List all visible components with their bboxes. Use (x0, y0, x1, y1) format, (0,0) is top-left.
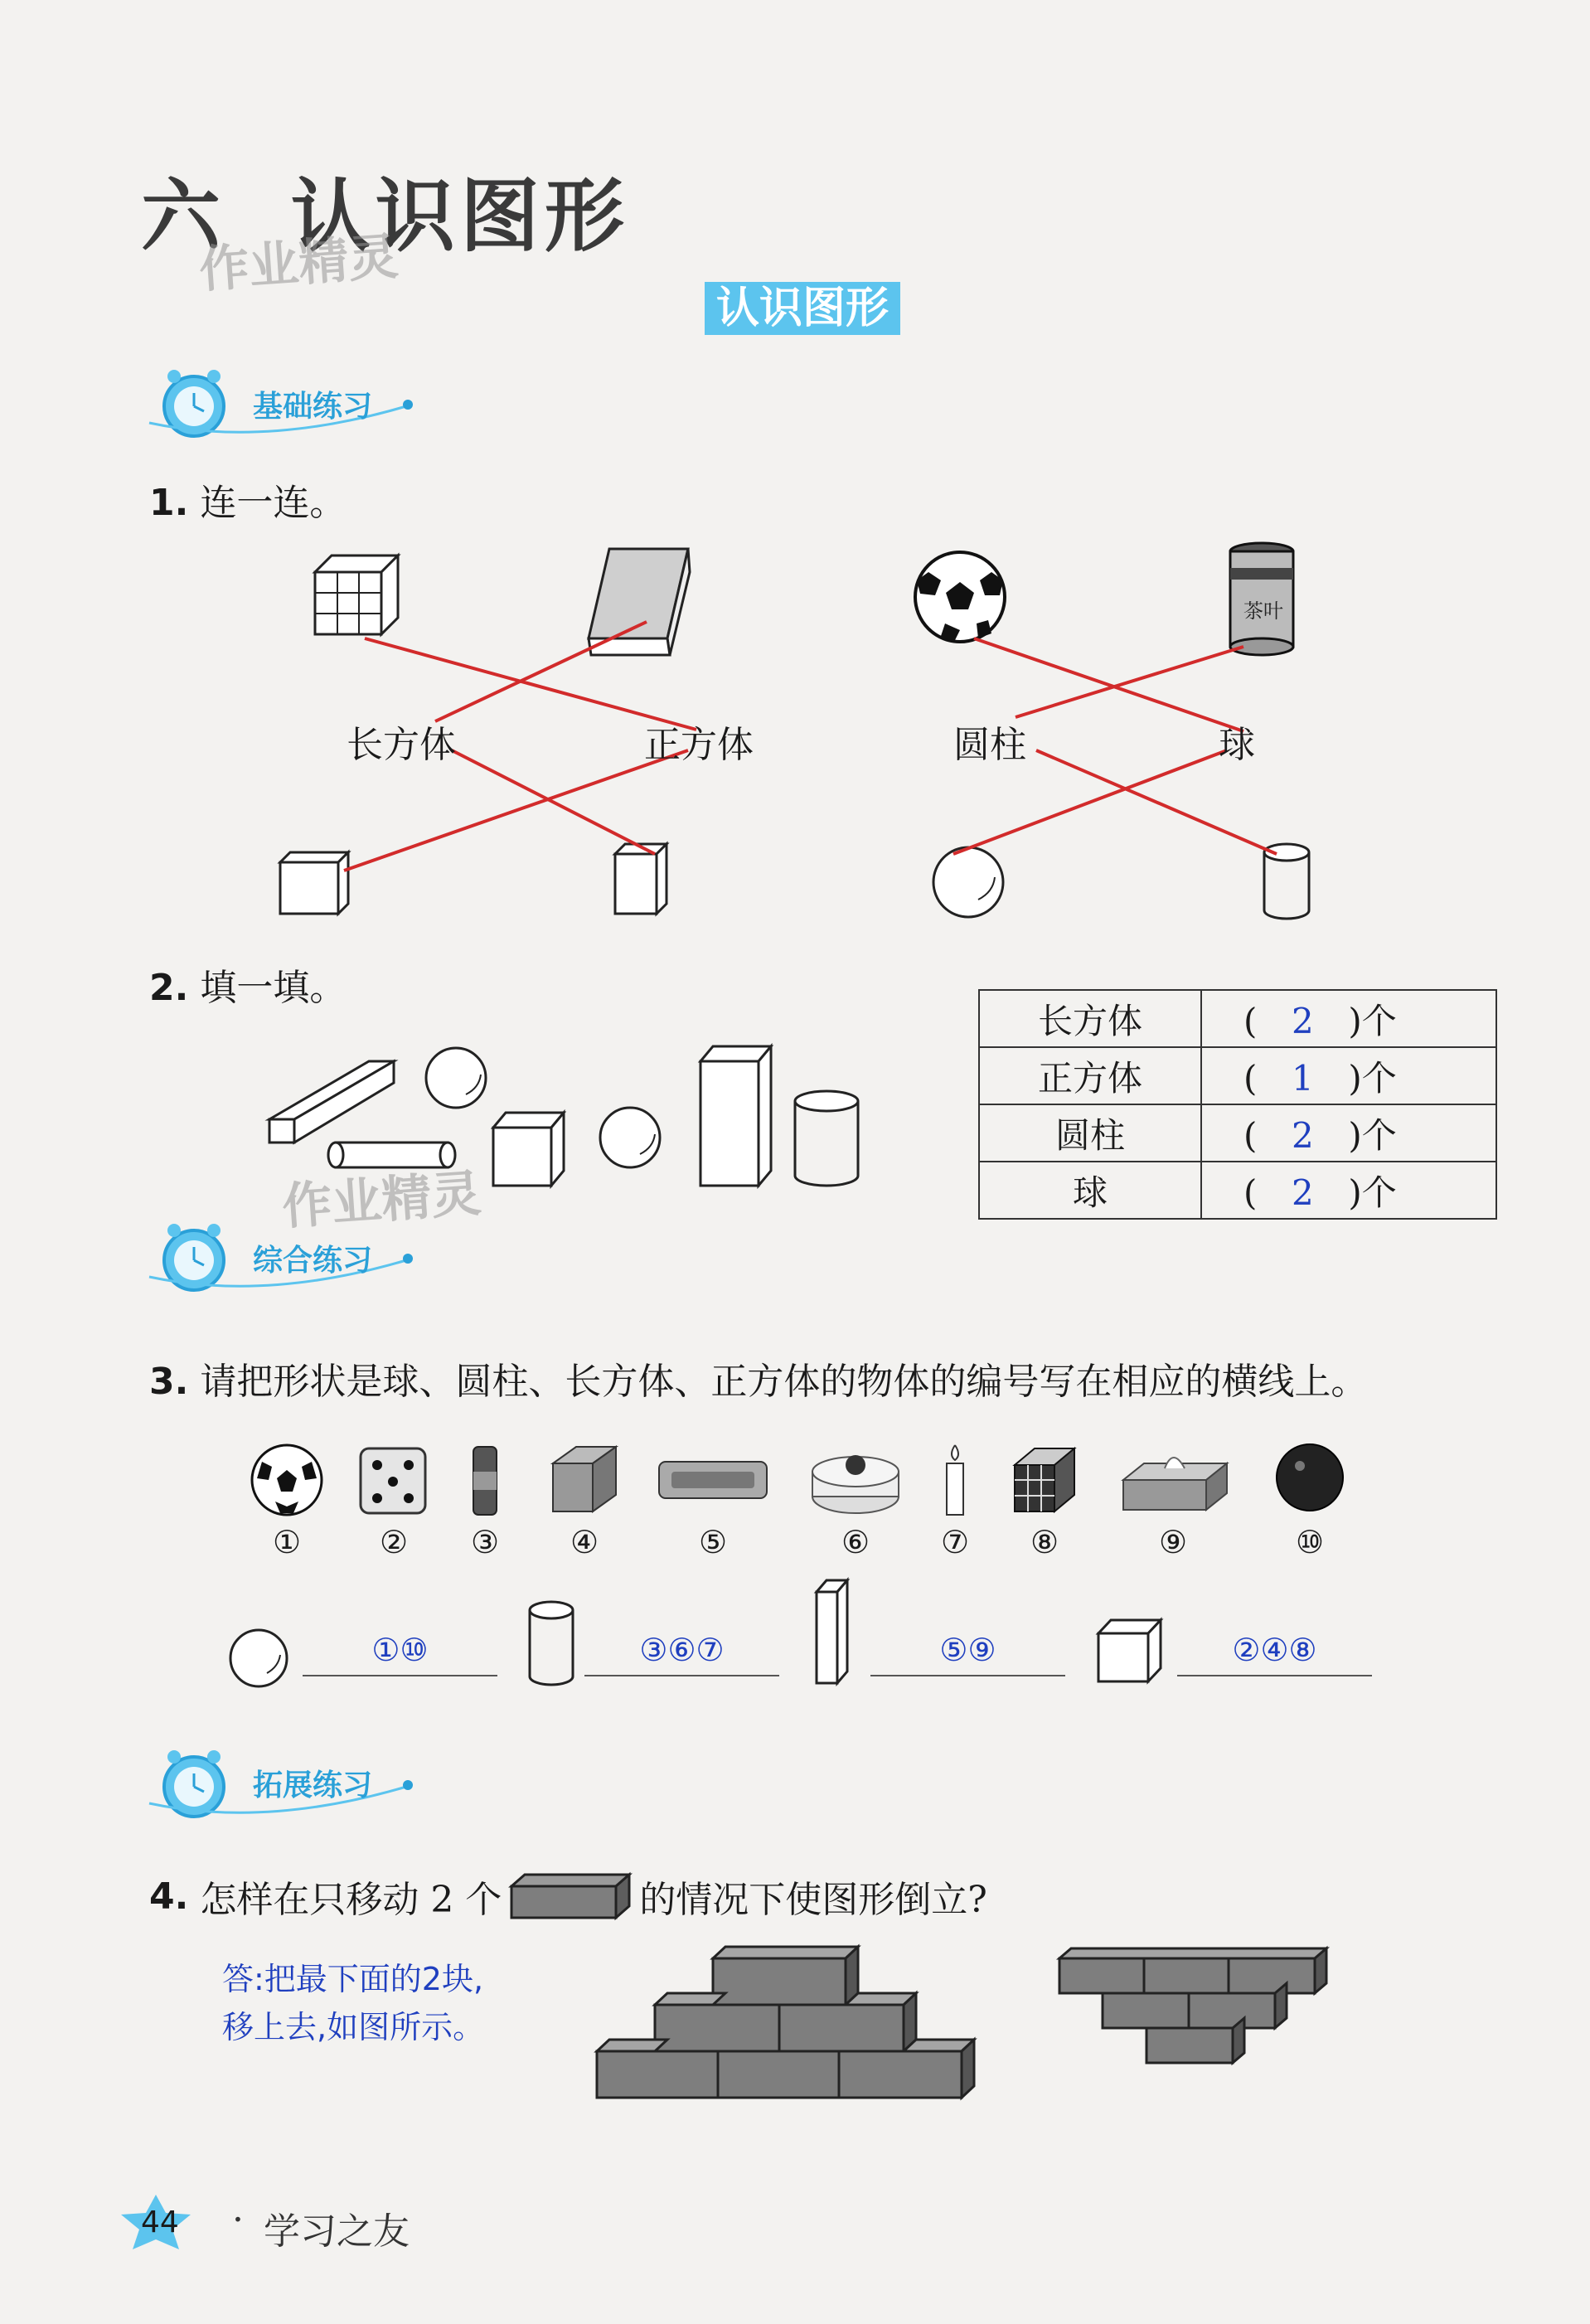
q4-answer-line1: 答:把最下面的2块, (222, 1961, 484, 1997)
cylinder-icon (530, 1602, 573, 1685)
item-number-5: ⑤ (698, 1524, 728, 1560)
item-number-6: ⑥ (841, 1524, 870, 1560)
rubik-cube-icon (315, 556, 398, 634)
brick-inverted-figure (1059, 1948, 1326, 2063)
book-name: 学习之友 (264, 2210, 410, 2253)
soccer-ball-icon (915, 552, 1005, 642)
count-answer: 1 (1292, 1057, 1314, 1099)
item-number-4: ④ (570, 1524, 599, 1560)
shape-name: 正方体 (979, 1047, 1201, 1104)
label-cylinder: 圆柱 (953, 724, 1026, 766)
label-sphere: 球 (1219, 724, 1255, 766)
q4-prompt (149, 1870, 987, 1923)
q2-cylinder-icon (795, 1091, 858, 1186)
q2-number: 2. (149, 967, 189, 1009)
answer-line-sphere[interactable]: ①⑩ (303, 1632, 497, 1676)
cube-icon (280, 852, 348, 914)
q2-cube-icon (493, 1113, 564, 1186)
pencil-case-icon (659, 1462, 767, 1498)
item-number-3: ③ (470, 1524, 500, 1560)
q4-number: 4. (149, 1875, 189, 1918)
count-cell: ( 1 )个 (1201, 1047, 1496, 1104)
tea-tin-icon (1230, 543, 1293, 655)
q1-figure (0, 0, 1590, 953)
shape-name: 球 (979, 1162, 1201, 1219)
box-icon (553, 1447, 616, 1511)
table-row (979, 1047, 1496, 1104)
count-cell: ( 2 )个 (1201, 1104, 1496, 1162)
ball-icon-2 (600, 1108, 660, 1167)
soccer-ball-icon (252, 1445, 322, 1515)
table-row (979, 990, 1496, 1047)
q3-prompt (149, 1351, 1367, 1405)
section-label-extension: 拓展练习 (253, 1768, 373, 1802)
cuboid-icon (615, 844, 667, 914)
watermark: 作业精灵 (197, 227, 400, 300)
table-row (979, 1162, 1496, 1219)
line-tin-to-cylinder (1016, 647, 1243, 717)
cuboid-icon (817, 1580, 847, 1683)
tissue-box-icon (1123, 1458, 1227, 1510)
page-number: 44 (141, 2205, 179, 2239)
q3-text: 请把形状是球、圆柱、长方体、正方体的物体的编号写在相应的横线上。 (200, 1361, 1368, 1403)
shape-name: 长方体 (979, 990, 1201, 1047)
lesson-title: 认识图形 (705, 282, 900, 335)
shape-name: 圆柱 (979, 1104, 1201, 1162)
chapter-title: 认识图形 (290, 170, 629, 263)
answer-line-cuboid[interactable]: ⑤⑨ (870, 1632, 1065, 1676)
footer-dot: · (232, 2199, 244, 2241)
q1-number: 1. (149, 482, 189, 524)
answer-line-cylinder[interactable]: ③⑥⑦ (584, 1632, 779, 1676)
q4-text-after: 的情况下使图形倒立? (639, 1879, 987, 1921)
count-answer: 2 (1292, 1114, 1314, 1156)
answer-line-cube[interactable]: ②④⑧ (1177, 1632, 1372, 1676)
count-cell: ( 2 )个 (1201, 990, 1496, 1047)
q4-answer (222, 1955, 484, 2051)
line-cuboid-shape (452, 750, 655, 854)
count-answer: 2 (1292, 1000, 1314, 1041)
item-number-9: ⑨ (1158, 1524, 1188, 1560)
q1-answer-lines (344, 622, 1277, 871)
q4-text-before: 怎样在只移动 2 个 (200, 1879, 502, 1921)
q1-text: 连一连。 (200, 482, 347, 524)
item-number-7: ⑦ (940, 1524, 970, 1560)
candle-icon (947, 1445, 963, 1515)
can-icon (473, 1447, 497, 1515)
ball-icon (426, 1048, 486, 1108)
item-number-2: ② (379, 1524, 409, 1560)
label-cuboid: 长方体 (347, 724, 456, 766)
watermark-2: 作业精灵 (280, 1164, 483, 1237)
q2-prompt (149, 958, 346, 1011)
item-number-1: ① (272, 1524, 302, 1560)
section-label-basic: 基础练习 (253, 390, 373, 424)
book-icon (589, 549, 690, 655)
table-row (979, 1104, 1496, 1162)
cake-icon (812, 1455, 899, 1513)
sphere-icon (230, 1630, 287, 1686)
q2-count-table (978, 989, 1497, 1220)
item-number-10: ⑩ (1295, 1524, 1325, 1560)
q4-answer-line2: 移上去,如图所示。 (222, 2009, 485, 2045)
q2-tall-cuboid-icon (700, 1046, 771, 1186)
long-bar-icon (269, 1061, 394, 1143)
sphere-icon (933, 847, 1003, 917)
q3-objects-figure (232, 1434, 1376, 1526)
brick-pyramid-figure (597, 1947, 974, 2098)
label-cube: 正方体 (644, 724, 754, 766)
q2-text: 填一填。 (200, 967, 347, 1009)
cube-icon (1098, 1620, 1161, 1681)
cylinder-icon (1264, 844, 1309, 919)
dark-ball-icon (1277, 1444, 1343, 1511)
q3-number: 3. (149, 1361, 189, 1403)
count-answer: 2 (1292, 1172, 1314, 1213)
item-number-8: ⑧ (1030, 1524, 1059, 1560)
rubik-cube-icon (1015, 1448, 1074, 1511)
tea-tin-label: 茶叶 (1243, 599, 1283, 623)
chapter-number: 六 (141, 170, 225, 263)
q4-brick-figures (580, 1940, 1343, 2114)
brick-icon (508, 1871, 633, 1921)
dice-icon (361, 1448, 425, 1513)
count-cell: ( 2 )个 (1201, 1162, 1496, 1219)
section-label-comprehensive: 综合练习 (253, 1244, 373, 1278)
